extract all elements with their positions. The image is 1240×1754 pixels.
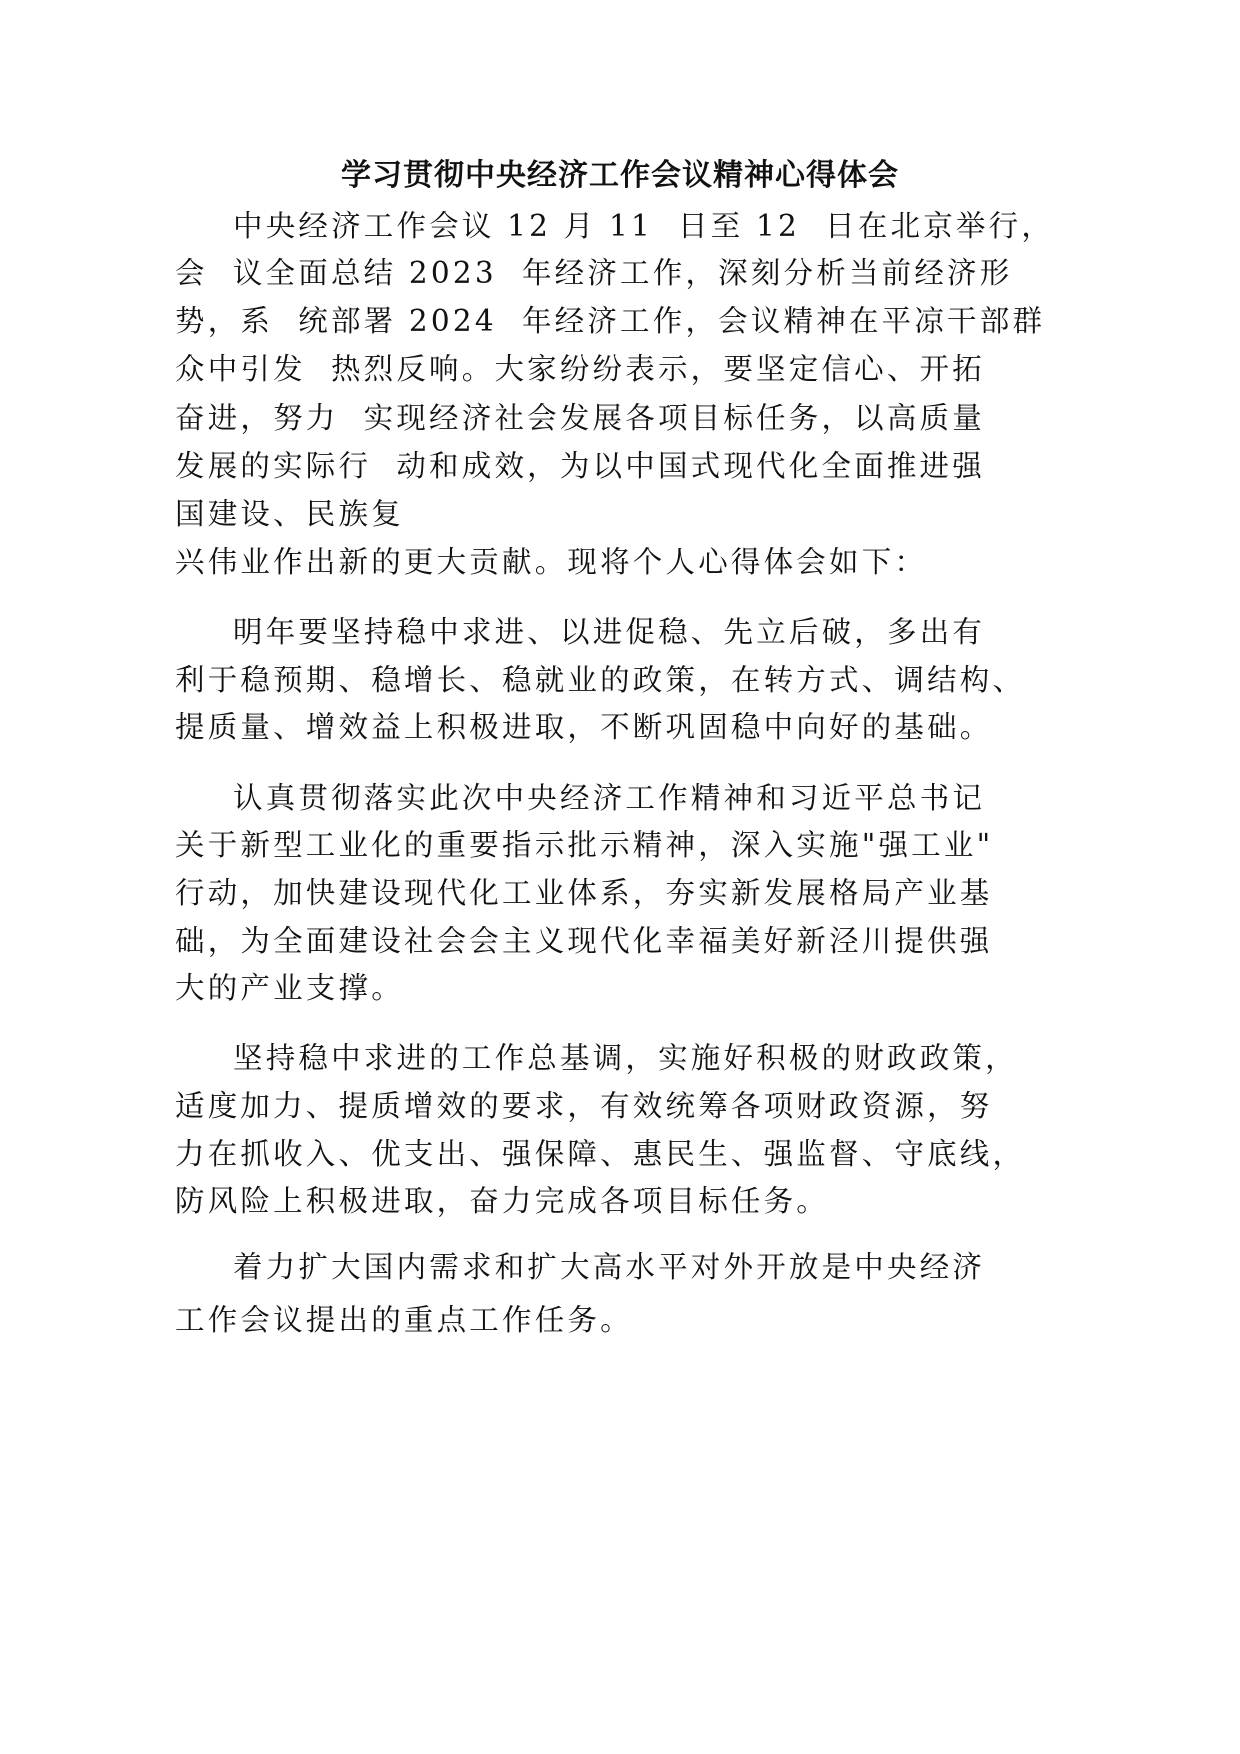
paragraph-line: 认真贯彻落实此次中央经济工作精神和习近平总书记 [233,781,986,815]
paragraph-line: 着力扩大国内需求和扩大高水平对外开放是中央经济 [233,1250,986,1284]
document-title: 学习贯彻中央经济工作会议精神心得体会 [341,158,899,193]
paragraph-line: 国建设、民族复 [175,497,404,531]
paragraph-line: 会 议全面总结 2023 年经济工作，深刻分析当前经济形 [175,256,1013,290]
paragraph-line: 防风险上积极进取，奋力完成各项目标任务。 [175,1184,830,1218]
paragraph-line: 关于新型工业化的重要指示批示精神，深入实施"强工业" [175,828,994,862]
paragraph-line: 行动，加快建设现代化工业体系，夯实新发展格局产业基 [175,876,993,910]
paragraph-line: 提质量、增效益上积极进取，不断巩固稳中向好的基础。 [175,710,993,744]
paragraph-line: 适度加力、提质增效的要求，有效统筹各项财政资源，努 [175,1089,993,1123]
paragraph-line: 坚持稳中求进的工作总基调，实施好积极的财政政策， [233,1041,1018,1075]
paragraph-line: 兴伟业作出新的更大贡献。现将个人心得体会如下： [175,545,928,579]
paragraph-line: 势，系 统部署 2024 年经济工作，会议精神在平凉干部群 [175,304,1046,338]
paragraph-line: 中央经济工作会议 12 月 11 日至 12 日在北京举行， [233,209,1055,243]
paragraph-line: 力在抓收入、优支出、强保障、惠民生、强监督、守底线， [175,1137,1026,1171]
paragraph-line: 明年要坚持稳中求进、以进促稳、先立后破，多出有 [233,615,986,649]
paragraph-line: 利于稳预期、稳增长、稳就业的政策，在转方式、调结构、 [175,663,1026,697]
paragraph-line: 础，为全面建设社会会主义现代化幸福美好新泾川提供强 [175,924,993,958]
paragraph-line: 发展的实际行 动和成效，为以中国式现代化全面推进强 [175,449,985,483]
paragraph-line: 大的产业支撑。 [175,971,404,1005]
paragraph-line: 工作会议提出的重点工作任务。 [175,1303,633,1337]
paragraph-line: 奋进，努力 实现经济社会发展各项目标任务，以高质量 [175,401,985,435]
paragraph-line: 众中引发 热烈反响。大家纷纷表示，要坚定信心、开拓 [175,352,985,386]
